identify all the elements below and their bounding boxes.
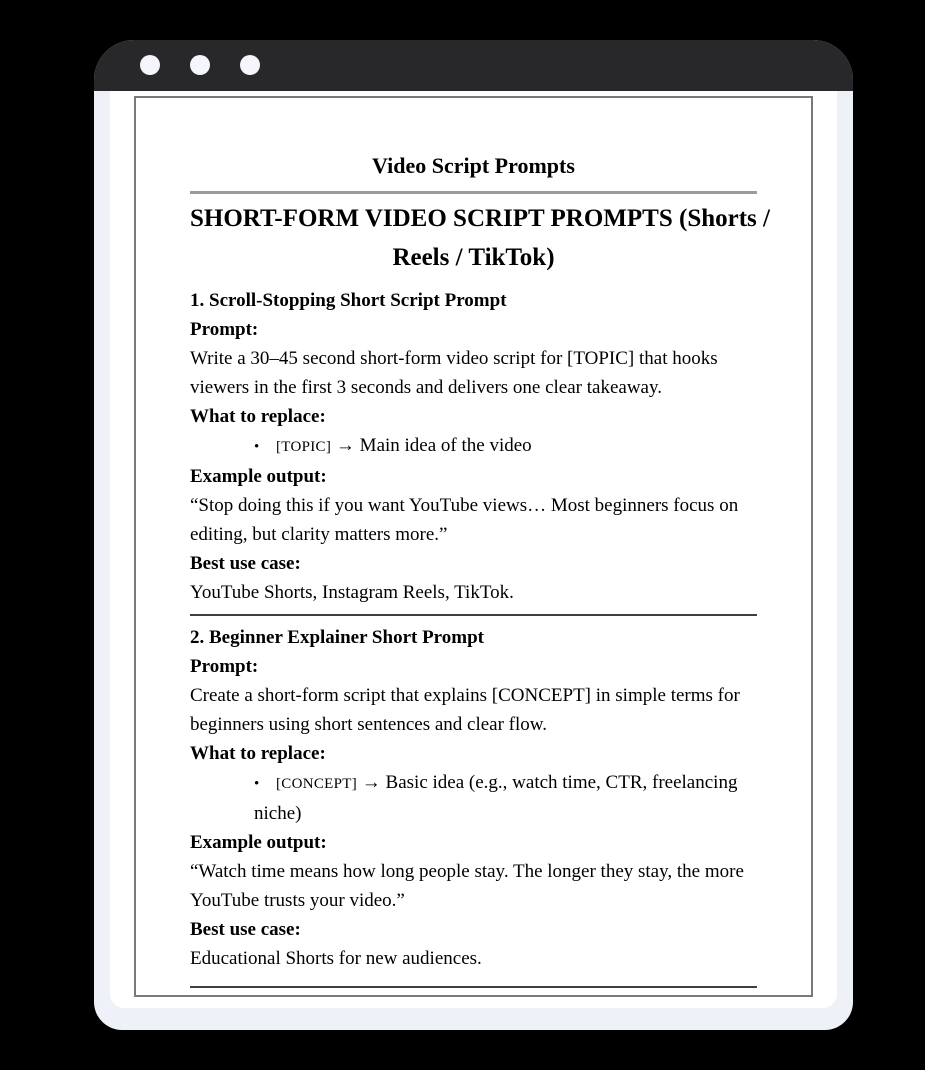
section-divider — [190, 986, 757, 988]
best-use-label: Best use case: — [190, 553, 301, 574]
example-label: Example output: — [190, 466, 327, 487]
title-divider — [190, 191, 757, 194]
best-use-text: YouTube Shorts, Instagram Reels, TikTok. — [190, 582, 514, 603]
prompt-label: Prompt: — [190, 656, 259, 677]
replace-label: What to replace: — [190, 743, 326, 764]
list-item — [190, 431, 757, 462]
window-dot-maximize[interactable] — [240, 55, 260, 75]
window-titlebar — [94, 40, 853, 91]
bullet-icon: • — [254, 776, 260, 792]
list-item — [190, 768, 757, 828]
placeholder-token: [TOPIC] — [276, 439, 332, 455]
best-use-text: Educational Shorts for new audiences. — [190, 948, 482, 969]
bullet-text: Main idea of the video — [359, 435, 532, 456]
best-use-label: Best use case: — [190, 919, 301, 940]
section-divider — [190, 614, 757, 616]
prompt-text: Create a short-form script that explains [CONCEPT] in simple terms for beginners using short sentences and clear flow. — [190, 685, 740, 735]
window-dot-close[interactable] — [140, 55, 160, 75]
example-label: Example output: — [190, 832, 327, 853]
section-heading-line2: Reels / TikTok) — [392, 244, 555, 271]
prompt-section-1 — [190, 286, 757, 607]
section-heading-line1: SHORT-FORM VIDEO SCRIPT PROMPTS (Shorts / — [190, 205, 770, 232]
example-text: “Watch time means how long people stay. The longer they stay, the more YouTube trusts your video.” — [190, 861, 744, 911]
prompt-label: Prompt: — [190, 319, 259, 340]
window-dot-minimize[interactable] — [190, 55, 210, 75]
browser-window — [94, 40, 853, 1030]
document-page — [134, 96, 813, 997]
prompt-section-header: 1. Scroll-Stopping Short Script Prompt — [190, 290, 507, 311]
replace-label: What to replace: — [190, 406, 326, 427]
example-text: “Stop doing this if you want YouTube views… Most beginners focus on editing, but clarity matters more.” — [190, 495, 739, 545]
arrow-icon: → — [335, 435, 355, 456]
placeholder-token: [CONCEPT] — [276, 776, 358, 792]
arrow-icon: → — [361, 772, 381, 793]
prompt-section-2 — [190, 623, 757, 973]
section-heading — [190, 199, 770, 277]
window-body — [110, 91, 837, 1008]
bullet-text: Basic idea (e.g., watch time, CTR, freelancing niche) — [254, 772, 738, 824]
document-title: Video Script Prompts — [372, 153, 575, 178]
prompt-section-header: 2. Beginner Explainer Short Prompt — [190, 627, 484, 648]
prompt-text: Write a 30–45 second short-form video script for [TOPIC] that hooks viewers in the first 3 seconds and delivers one clear takeaway. — [190, 348, 718, 398]
bullet-icon: • — [254, 439, 260, 455]
